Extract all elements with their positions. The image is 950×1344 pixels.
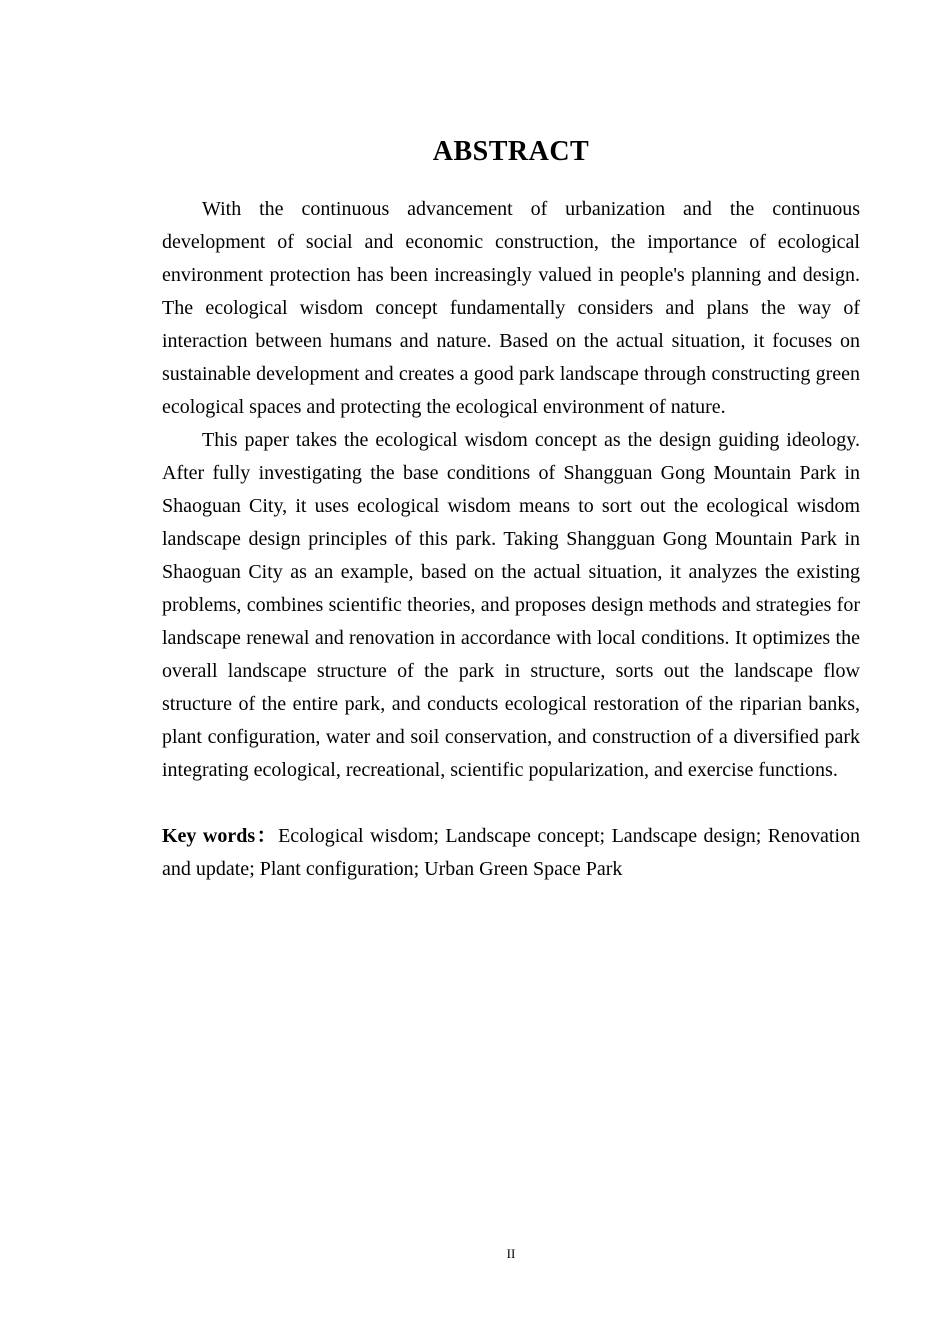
abstract-paragraph-2: This paper takes the ecological wisdom concept as the design guiding ideology. After fully investigating the base conditions of Shangguan Gong Mountain Park in Shaoguan City, it uses ecological wisdom means to sort out the ecological wisdom landscape design principles of this park. Taking Shangguan Gong Mountain Park in Shaoguan City as an example, based on the actual situation, it analyzes the existing problems, combines scientific theories, and proposes design methods and strategies for landscape renewal and renovation in accordance with local conditions. It optimizes the overall landscape structure of the park in structure, sorts out the landscape flow structure of the entire park, and conducts ecological restoration of the riparian banks, plant configuration, water and soil conservation, and construction of a diversified park integrating ecological, recreational, scientific popularization, and exercise functions. [162, 429, 860, 781]
keywords-label: Key words： [162, 825, 279, 847]
keywords-text: Ecological wisdom; Landscape concept; Landscape design; Renovation and update; Plant configuration; Urban Green Space Park [162, 825, 860, 880]
keywords-line [162, 820, 860, 886]
page-number: II [506, 1246, 516, 1261]
content-column [162, 0, 860, 886]
abstract-paragraph-1: With the continuous advancement of urbanization and the continuous development of social and economic construction, the importance of ecological environment protection has been increasingly valued in people's planning and design. The ecological wisdom concept fundamentally considers and plans the way of interaction between humans and nature. Based on the actual situation, it focuses on sustainable development and creates a good park landscape through constructing green ecological spaces and protecting the ecological environment of nature. [162, 198, 860, 418]
page-title: ABSTRACT [432, 136, 590, 167]
